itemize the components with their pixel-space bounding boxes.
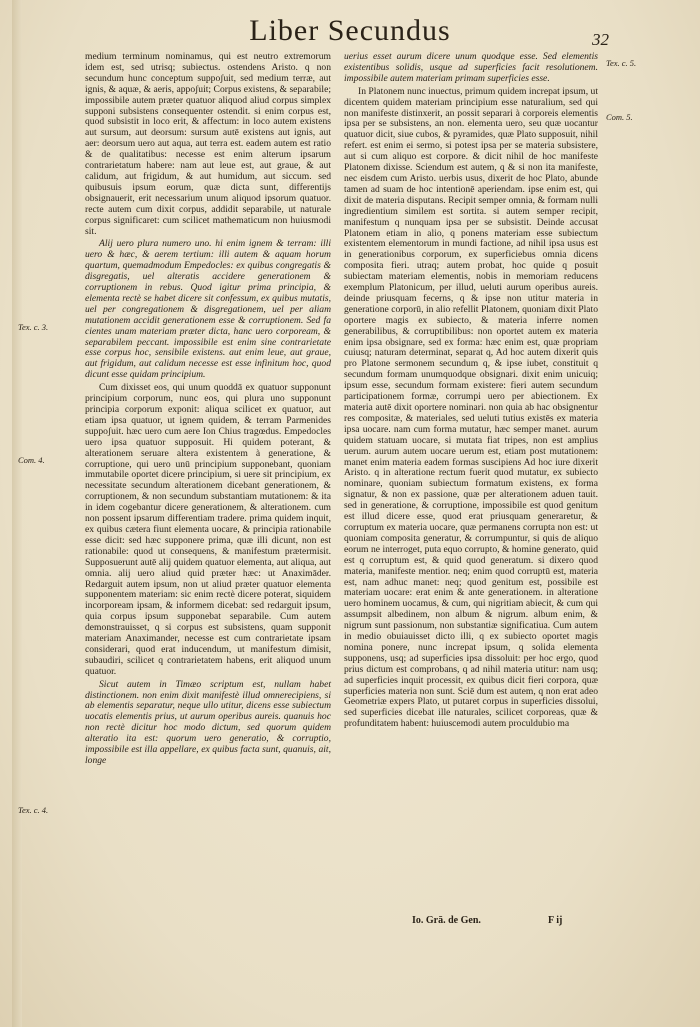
signature-mark: F ij xyxy=(548,915,563,926)
catchword: Io. Grā. de Gen. xyxy=(412,915,481,926)
margin-note-tex-c3: Tex. c. 3. xyxy=(18,322,49,332)
page-title: Liber Secundus xyxy=(249,14,451,47)
right-paragraph-2: In Platonem nunc inuectus, primum quidem increpat ipsum, ut dicentem quidem materiam principium esse naturalium, sed qui non manifeste distinxerit, an possit separari à corporeis elementis ipsa per se subsistens, an non. elementa uero, seu quæ uocantur quatuor dicit, siue cubos, & pyramides, quæ Plato supposuit, nihil refert. est enim ei sermo, si potest ipsa per se materia subsistere, aut si cum aliquo est corpore. & dicit nihil de hoc manifeste Platonem dixisse. Sciendum est autem, q & si non ita manifeste, nec eisdem cum Aristo. uerbis usus, dixerit de hoc Plato, abunde tamen ad suam de hoc intentionē aperiendam. ipse enim est, qui dixit de materia disputans. Recipit semper omnia, & formam nulli ingredientium similem est sortita. si autem semper recipit, manifestum q nunquam ipsa per se subsistit. Deinde accusat Platonem etiam in alio, q ponens materiam esse subiectum existentem elementorum in mundi factione, ad nihil ipsa usus est in generationibus corporum, ex superficiebus omnia dicens composita fieri. utraq; autem probat, hoc quide q posuit subiectam materiam elementis, nobis in memoriam reducens exemplum Platonicum, per illud, ueluti aurum operibus aureis. deinde priusquam fecerns, q & ipse non utitur materia in generatione corporū, in alio refellit Platonem, quoniam dixit Plato oportere magis ex subiecto, & materia inferre nomen generabilibus, & corruptibilibus: non oportet autem ex materia enim ipsa obsignare, sed ex forma: hæc enim est, quæ propriam cuiusq; naturam determinat, separat q, Ad hoc autem dixerit quis pro Platone sermonem secundum q, & ipse iubet, constituit q secundum formam unumquodque obsignari. dixit enim unicuiq; ipsum esse, secundum formam existere: fieri autem secundum participationem formæ, corrumpi uero per abiectionem. Ex materia autē dixit oportere nominari. non quia ab hac obsignentur res compositæ, & materiales, sed ueluti tutius existēs ex materia ipsa uocare. nam cum forma mutatur, hæc semper manet. aurum quidem statuam uocare, si mutata fiat tripes, non est amplius uerum. aurum autem uocare uerum est, etiam post mutationem: manet enim materia eadem formas suscipiens Ad hoc iure dixerit Aristo. q in alteratione rectum fuerit quod mutatur, ex subiecto nominare, quoniam subiectum formatum existens, ex forma signatur, & non ex passione, quæ per alterationem aduen tauit. sed in generatione, & corruptione, impossibile est quod genitum est illud dicere esse, quod erat priusquam generaretur, & corruptum ex materia uocare, quæ permanens corrupta non est: ut quoniam composita generatur, & corrumpuntur, si quis de aliquo eorum ne interroget, puta equo corrupto, & homine generato, quid est q corruptum est, & quid quod generatum. si dixero quod materia, manifeste mentior. neq; enim quod corruptū est, materia est, nam adhuc manet: neq; quod genitum est, possibile est materiam uocare: erat enim & ante generationem. in alteratione uero hominem uocamus, & cum, qui nigritiam abiecit, & cum qui assumpsit albedinem, non album & nigrum. album enim, & nigrum sunt passionum, non substantiæ significatiua. Cum autem in medio obuiauisset dicto illi, q ex subiecto oportet magis nomina ponere, nunc increpat ipsum, q solida elementa supponens, usq; ad superficies ipsa dissoluit: per hoc ergo, quod prius dictum est comprobans, q ad nihil materia utitur: nam usq; ad superficies inquit processit, ex quibus dicit fieri corpora, quæ superficies materia non sunt. Sciē dum est autem, q non erat adeo Geometriæ expers Plato, ut putaret corpus in superficies dissolui, sed superficies dicebat ille naturales, scilicet corporeas, quæ & profunditatem habent: huiuscemodi autem proculdubio ma xyxy=(344,85,598,730)
margin-note-tex-c5: Tex. c. 5. xyxy=(606,58,637,68)
right-paragraph-1: uerius esset aurum dicere unum quodque esse. Sed elementis existentibus solidis, usque ad superficies facit resolutionem. impossibile autem materiam primam superficies esse. xyxy=(344,51,598,84)
binding-shadow xyxy=(12,0,22,1027)
right-column xyxy=(344,52,598,732)
left-column xyxy=(85,52,331,769)
margin-note-tex-c4: Tex. c. 4. xyxy=(18,805,49,815)
left-paragraph-3: Cum dixisset eos, qui unum quoddā ex quatuor supponunt principium corporum, nunc eos, qui plura uno supponunt principia corporum exponit: aliqua scilicet ex quatuor, aut etiam ipsa quatuor, ut ignem quidem, & terram Parmenides suppoʃuit. hæc uero cum aere Ion Chius tragœdus. Empedocles uero ipsa quatuor supposuit. Hi quidem poterant, & alterationem seruare altera existentem à generatione, & corruptione, qui uero unū principium supponebant, quoniam immutabile oportet dicere principium, si uere sit principium, ex necessitate secundum alterationem dicebant generationem, & corruptionem, & non secundum substantiam mutationem: & ita in idem cogebantur dicere generationem, & alterationem. cum non possent ipsarum differentiam tradere. prima quidem inquit, ex quibus cætera fiunt elementa uocare, & principia rationabile esse dicit: sed hæc supponere prima, quæ illi dicunt, non est rationabile: quod ut consequens, & manifestum prætermisit. Supposuerunt autē alij quidem quatuor elementa, aut aliqua, aut omnia. alij uero aliud quid præter hæc: ut Anaximāder. Redarguit autem ipsum, non ut aliud præter quatuor elementa supponentem materiam: sic enim rectè dicere poterat, siquidem incorpoream ipsam, & informem dicebat: sed redarguit ipsum, quia corpus ipsum supponebat separabile. Cum autem demonstrauisset, q si corpus est subsistens, quam supponit materiam Anaximander, necesse est cum contrarietate ipsam considerari, quod erat inducendum, ut manifestum dimisit, subaudiri, scilicet q contrarietatem habens, erit aliquod unum quatuor. xyxy=(85,382,331,677)
folio-number: 32 xyxy=(592,30,609,49)
left-paragraph-1: medium terminum nominamus, qui est neutro extremorum idem est, sed utrisq; subiectus. ostendens Aristo. q non secundum hunc conceptum suppoʃuit, sed medium terræ, aut ignis, & aquæ, & aeris, appoʃuit; Corpus existens, & separabile; impossibile autem præter quatuor aliquod aliud corpus simplex supponi subsistens consequenter ostendit. si enim corpus est, quod subsistit in loco erit, & affectum: in loco autem existens aut sursum, aut deorsum: sursum autē existens aut ignis, aut aer: deorsum uero aut aqua, aut terra est. eadem autem est ratio & de qualitatibus: necesse est enim alterum ipsarum contrarietatum habere: nam aut leue est, aut graue, & aut calidum, aut frigidum, & aut humidum, aut siccum. sed quibusuis ipsum eorum, quæ dicta sunt, differentijs obsignauerit, erit necessarium unum aliquod ipsorum quatuor. recte autem cum dixit corpus, addidit separabile, ut naturale corpus significaret: cum scilicet mathematicum non huiusmodi sit. xyxy=(85,51,331,237)
left-paragraph-2: Alij uero plura numero uno. hi enim ignem & terram: illi uero & hæc, & aerem tertium: illi autem & aquam horum quartum, quemadmodum Empedocles: ex quibus congregatis & disgregatis, uel alteratis accidere generationem & corruptionem in rebus. Quod igitur prima principia, & elementa rectè se habet dicere sit confessum, ex quibus mutatis, uel per congregationem & disgregationem, uel per aliam mutationem accidit generationem esse & corruptionem. Sed fa cientes unam materiam præter dicta, hanc uero corpoream, & separabilem peccant. impossibile est enim sine contrarietate esse corpus hoc, sensibile existens. aut enim leue, aut graue, aut frigidum, aut calidum necesse est esse infinitum hoc, quod dicunt esse quidam principium. xyxy=(85,238,331,381)
left-paragraph-4: Sicut autem in Timæo scriptum est, nullam habet distinctionem. non enim dixit manifestè illud omnerecipiens, si ab elementis separatur, neque ullo utitur, dicens esse subiectum uocatis elementis prius, ut aurum operibus aureis. quanuis hoc non rectè dicitur hoc modo dictum, sed quorum quidem alteratio ita est: quorum uero generatio, & corruptio, impossibile est illa appellare, ex quibus facta sunt, quanuis, ait, longe xyxy=(85,678,331,766)
margin-note-com4: Com. 4. xyxy=(18,455,45,465)
margin-note-com5: Com. 5. xyxy=(606,112,633,122)
